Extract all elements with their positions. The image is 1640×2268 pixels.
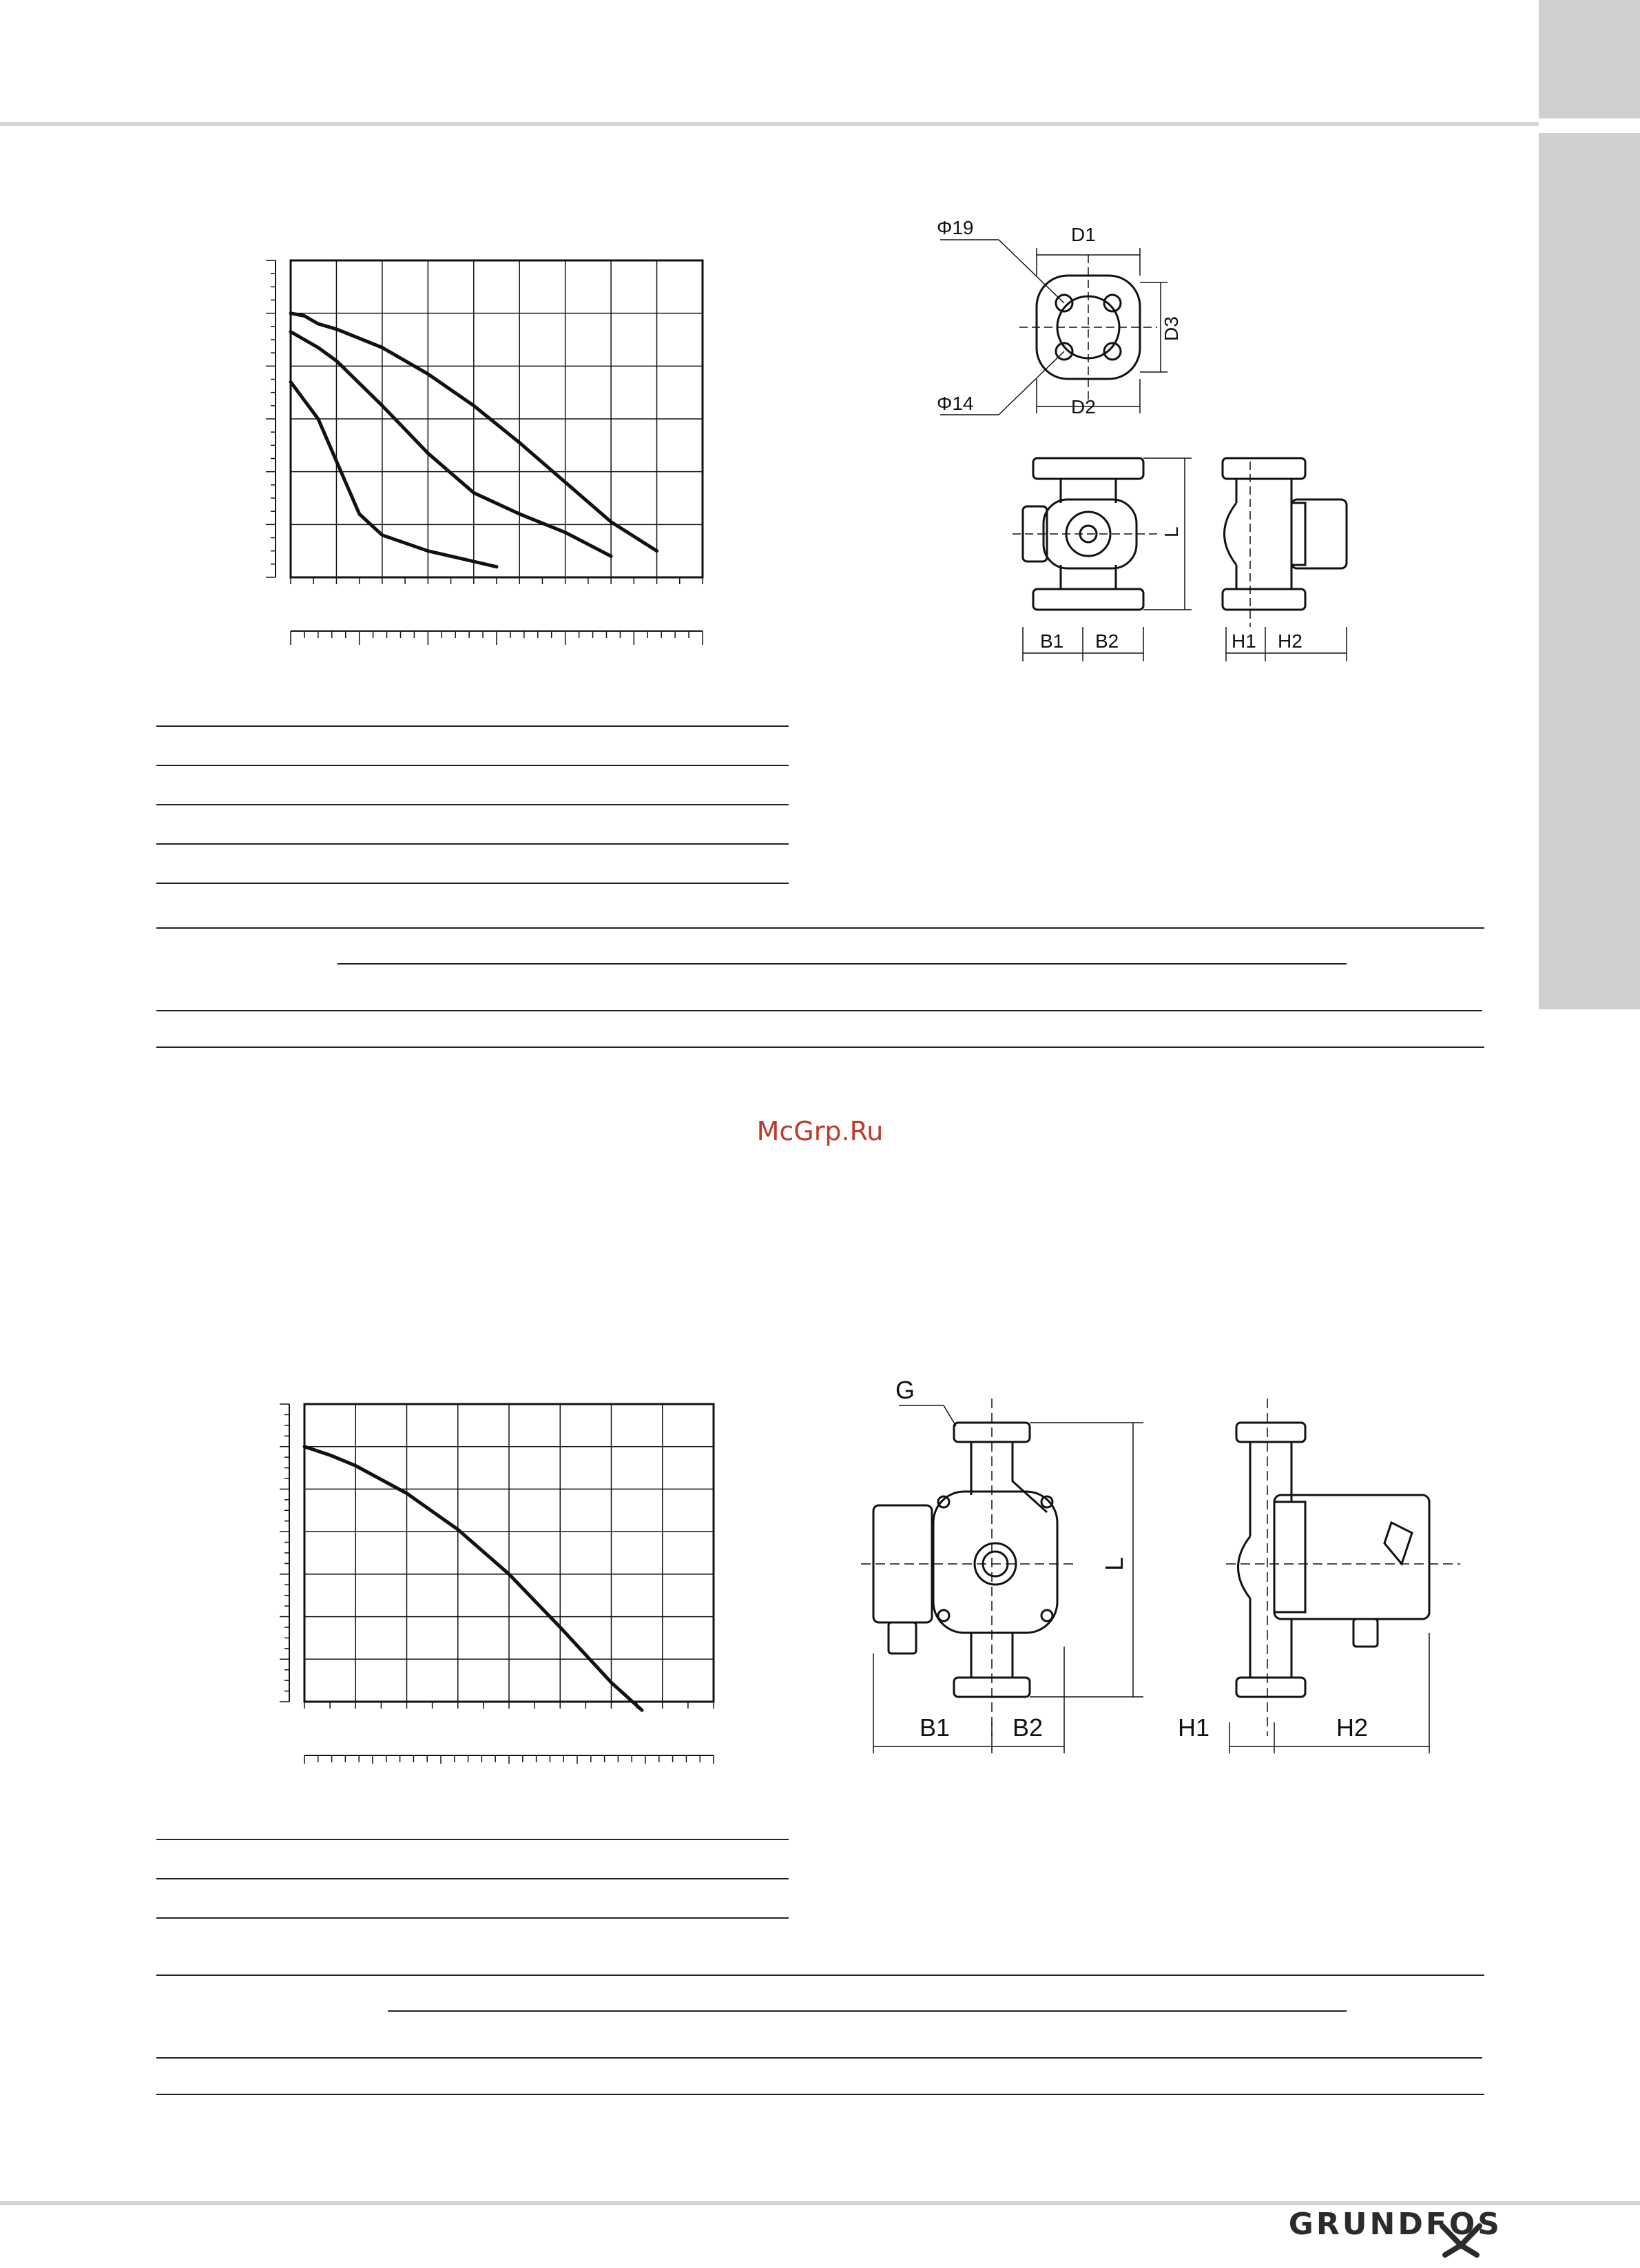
spec-table-2-rule	[156, 1839, 789, 1840]
dimension-table-2-rule	[156, 1975, 1484, 1976]
chart-2-grid	[280, 1404, 714, 1709]
dimension-table-2-rule	[388, 2010, 1347, 2012]
side-tab-top	[1539, 0, 1640, 118]
dim-label-h1: H1	[1178, 1713, 1210, 1742]
spec-table-1-rule	[156, 804, 789, 805]
performance-chart-1	[207, 248, 730, 654]
dimension-table-2-rule	[156, 2094, 1484, 2095]
spec-table-1-rule	[156, 725, 789, 727]
dimension-table-2-rule	[156, 2057, 1482, 2059]
dim-label-d2: D2	[1071, 396, 1096, 417]
side-tab-section	[1539, 133, 1640, 1009]
dim-label-h2: H2	[1336, 1713, 1369, 1742]
dim-label-l: L	[1161, 526, 1182, 537]
dimension-table-1-rule	[156, 1010, 1482, 1011]
dimension-table-1-rule	[338, 963, 1347, 965]
chart-1-grid	[266, 260, 703, 584]
series-line-3	[291, 382, 497, 566]
dim-label-l: L	[1100, 1556, 1128, 1571]
dim-label-d1: D1	[1071, 224, 1096, 245]
dim-label-b1: B1	[1040, 630, 1064, 652]
dim-label-b1: B1	[920, 1713, 951, 1742]
spec-table-2-rule	[156, 1917, 789, 1919]
motor-side	[1274, 1495, 1429, 1619]
grundfos-x-icon	[1437, 2222, 1485, 2258]
series-line-2	[291, 332, 611, 557]
dim-label-phi14: Φ14	[937, 393, 974, 414]
spec-table-1-rule	[156, 765, 789, 766]
chart-1-x-axis	[291, 631, 703, 645]
pump-dimension-drawing-2	[854, 1378, 1474, 1764]
dimension-table-1-rule	[156, 927, 1484, 929]
dim-label-b2: B2	[1095, 630, 1119, 652]
dim-label-g: G	[895, 1378, 915, 1404]
spec-table-2-rule	[156, 1878, 789, 1879]
dim-label-h1: H1	[1232, 630, 1256, 652]
motor-side	[1291, 499, 1347, 568]
pump-dimension-drawing-1	[923, 214, 1371, 668]
header-rule	[0, 122, 1539, 126]
dim-label-phi19: Φ19	[937, 217, 974, 238]
watermark: McGrp.Ru	[756, 1116, 884, 1146]
dim-label-h2: H2	[1278, 630, 1302, 652]
spec-table-1-rule	[156, 843, 789, 845]
logo-text: GRUNDFOS	[1288, 2207, 1502, 2242]
chart-2-x-axis	[304, 1755, 714, 1764]
dim-label-d3: D3	[1161, 316, 1182, 341]
footer-rule	[0, 2201, 1640, 2205]
performance-chart-2	[220, 1392, 730, 1764]
dimension-table-1-rule	[156, 1047, 1484, 1048]
pump-housing-front	[933, 1492, 1057, 1633]
dim-label-b2: B2	[1013, 1713, 1044, 1742]
spec-table-1-rule	[156, 883, 789, 884]
